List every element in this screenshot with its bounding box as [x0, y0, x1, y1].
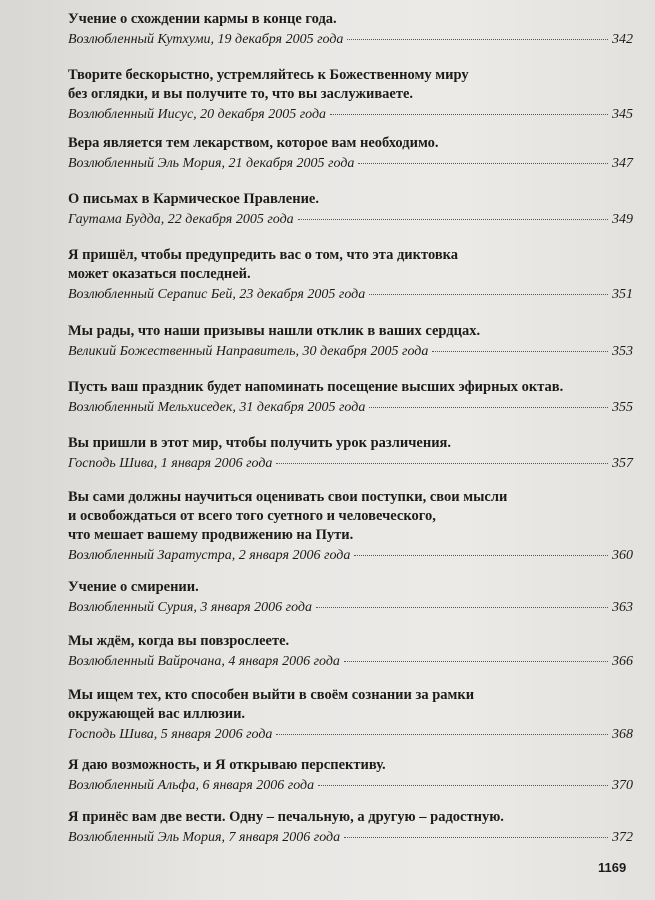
entry-author: Возлюбленный Заратустра, 2 января 2006 года	[68, 548, 351, 563]
entry-title-line: Мы ищем тех, кто способен выйти в своём сознании за рамки	[68, 687, 475, 703]
toc-entry[interactable]	[68, 488, 633, 565]
dot-leader	[298, 219, 608, 220]
dot-leader	[347, 39, 608, 40]
toc-entry[interactable]	[68, 434, 633, 473]
entry-meta-row	[68, 547, 633, 565]
entry-title-line: может оказаться последней.	[68, 266, 251, 282]
entry-page-number: 349	[612, 212, 633, 227]
entry-title-line: О письмах в Кармическое Правление.	[68, 191, 319, 207]
entry-title-line: Я принёс вам две вести. Одну – печальную, а другую – радостную.	[68, 809, 504, 825]
toc-entry[interactable]	[68, 756, 633, 795]
toc-entry[interactable]	[68, 66, 633, 124]
entry-title-line: Я даю возможность, и Я открываю перспективу.	[68, 757, 386, 773]
entry-meta-row	[68, 286, 633, 304]
entry-title-line: Творите бескорыстно, устремляйтесь к Божественному миру	[68, 67, 469, 83]
entry-page-number: 357	[612, 456, 633, 471]
entry-author: Господь Шива, 5 января 2006 года	[68, 727, 273, 742]
entry-page-number: 351	[612, 287, 633, 302]
entry-title-line: окружающей вас иллюзии.	[68, 706, 246, 722]
entry-meta-row	[68, 599, 633, 617]
entry-author: Великий Божественный Направитель, 30 декабря 2005 года	[68, 344, 429, 359]
dot-leader	[276, 463, 608, 464]
entry-title-line: Я пришёл, чтобы предупредить вас о том, что эта диктовка	[68, 247, 459, 263]
entry-meta-row	[68, 653, 633, 671]
dot-leader	[369, 294, 608, 295]
entry-title-line: что мешает вашему продвижению на Пути.	[68, 527, 354, 543]
toc-entry[interactable]	[68, 246, 633, 304]
entry-author: Возлюбленный Кутхуми, 19 декабря 2005 года	[68, 32, 344, 47]
entry-meta-row	[68, 455, 633, 473]
toc-entry[interactable]	[68, 808, 633, 847]
dot-leader	[330, 114, 608, 115]
entry-author: Возлюбленный Иисус, 20 декабря 2005 года	[68, 107, 327, 122]
dot-leader	[369, 407, 608, 408]
entry-title-line: Вера является тем лекарством, которое вам необходимо.	[68, 135, 439, 151]
entry-page-number: 366	[612, 654, 633, 669]
toc-entry[interactable]	[68, 190, 633, 229]
entry-title-line: без оглядки, и вы получите то, что вы заслуживаете.	[68, 86, 414, 102]
entry-page-number: 372	[612, 830, 633, 845]
entry-author: Возлюбленный Эль Мория, 21 декабря 2005 года	[68, 156, 355, 171]
toc-entry[interactable]	[68, 578, 633, 617]
entry-page-number: 368	[612, 727, 633, 742]
entry-title-line: Пусть ваш праздник будет напоминать посещение высших эфирных октав.	[68, 379, 564, 395]
entry-meta-row	[68, 106, 633, 124]
entry-page-number: 353	[612, 344, 633, 359]
dot-leader	[318, 785, 608, 786]
dot-leader	[344, 837, 608, 838]
entry-author: Возлюбленный Сурия, 3 января 2006 года	[68, 600, 312, 615]
entry-author: Господь Шива, 1 января 2006 года	[68, 456, 273, 471]
dot-leader	[344, 661, 608, 662]
entry-meta-row	[68, 399, 633, 417]
entry-author: Гаутама Будда, 22 декабря 2005 года	[68, 212, 294, 227]
entry-page-number: 363	[612, 600, 633, 615]
entry-title-line: Учение о схождении кармы в конце года.	[68, 11, 337, 27]
entry-meta-row	[68, 726, 633, 744]
entry-page-number: 370	[612, 778, 633, 793]
entry-page-number: 345	[612, 107, 633, 122]
entry-author: Возлюбленный Серапис Бей, 23 декабря 2005 года	[68, 287, 366, 302]
toc-entry[interactable]	[68, 10, 633, 49]
entry-page-number: 347	[612, 156, 633, 171]
toc-entry[interactable]	[68, 134, 633, 173]
toc-entry[interactable]	[68, 378, 633, 417]
dot-leader	[316, 607, 608, 608]
entry-author: Возлюбленный Вайрочана, 4 января 2006 года	[68, 654, 340, 669]
entry-title-line: Учение о смирении.	[68, 579, 199, 595]
entry-page-number: 360	[612, 548, 633, 563]
entry-meta-row	[68, 777, 633, 795]
dot-leader	[432, 351, 608, 352]
entry-page-number: 355	[612, 400, 633, 415]
entry-author: Возлюбленный Мельхиседек, 31 декабря 2005 года	[68, 400, 366, 415]
entry-meta-row	[68, 343, 633, 361]
entry-title-line: Вы сами должны научиться оценивать свои поступки, свои мысли	[68, 489, 508, 505]
entry-title-line: Вы пришли в этот мир, чтобы получить урок различения.	[68, 435, 452, 451]
entry-meta-row	[68, 211, 633, 229]
entry-meta-row	[68, 155, 633, 173]
entry-title-line: Мы рады, что наши призывы нашли отклик в ваших сердцах.	[68, 323, 481, 339]
dot-leader	[358, 163, 608, 164]
entry-page-number: 342	[612, 32, 633, 47]
entry-meta-row	[68, 829, 633, 847]
entry-author: Возлюбленный Альфа, 6 января 2006 года	[68, 778, 315, 793]
dot-leader	[276, 734, 608, 735]
toc-entry[interactable]	[68, 632, 633, 671]
dot-leader	[354, 555, 608, 556]
toc-entry[interactable]	[68, 686, 633, 744]
toc-entry[interactable]	[68, 322, 633, 361]
entry-meta-row	[68, 31, 633, 49]
entry-author: Возлюбленный Эль Мория, 7 января 2006 года	[68, 830, 341, 845]
entry-title-line: и освобождаться от всего того суетного и человеческого,	[68, 508, 436, 524]
entry-title-line: Мы ждём, когда вы повзрослеете.	[68, 633, 290, 649]
page-number: 1169	[598, 860, 627, 875]
